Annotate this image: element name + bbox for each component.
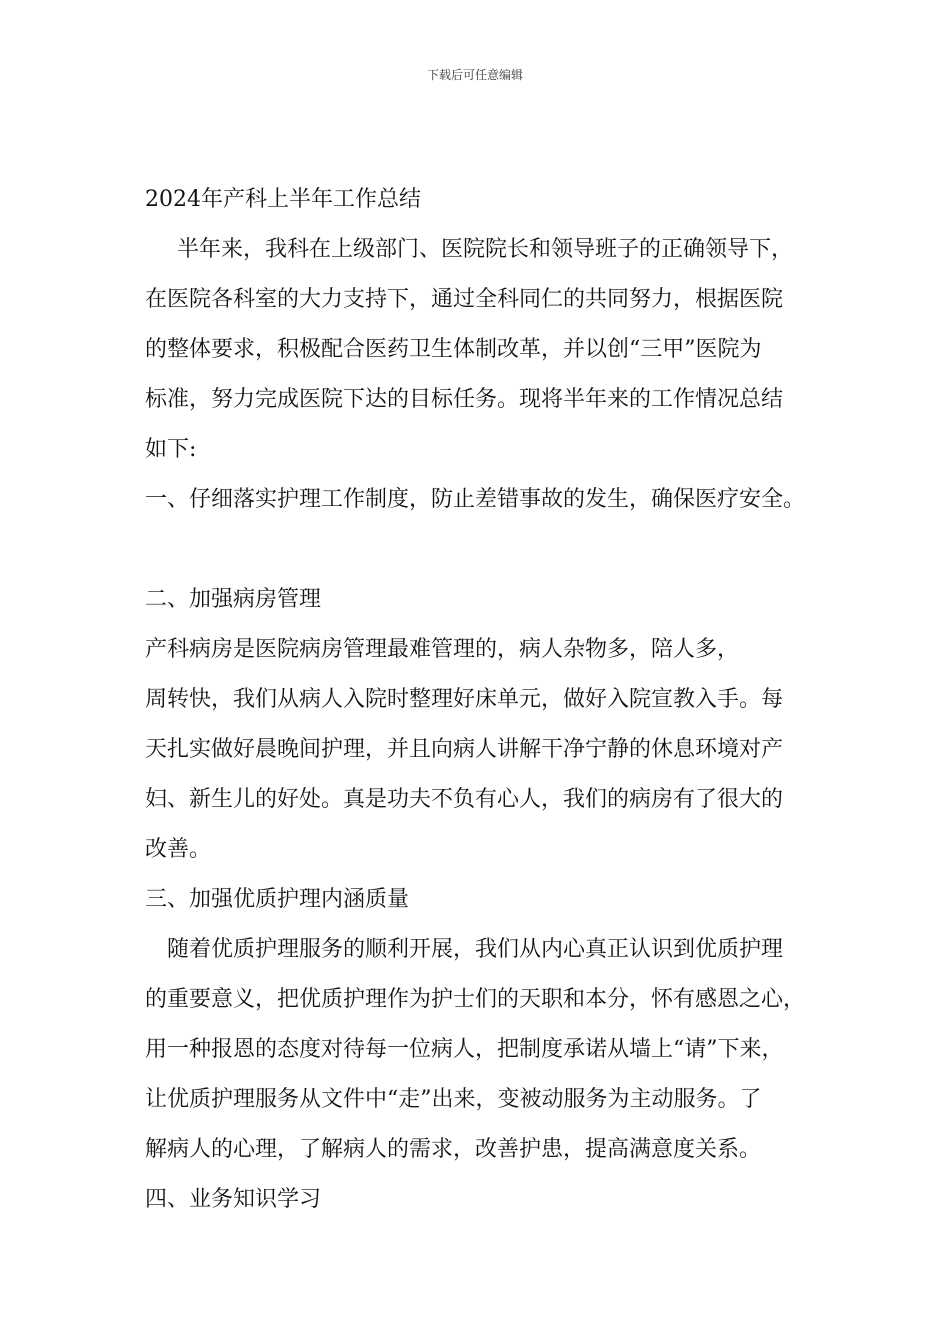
section-1-heading: 一、仔细落实护理工作制度，防止差错事故的发生，确保医疗安全。 <box>145 487 806 512</box>
page-header-note: 下载后可任意编辑 <box>426 68 523 82</box>
section-3-line-4: 让优质护理服务从文件中“走”出来，变被动服务为主动服务。了 <box>145 1087 762 1112</box>
intro-line-4: 标准，努力完成医院下达的目标任务。现将半年来的工作情况总结 <box>145 387 784 412</box>
blank-line <box>145 530 825 580</box>
section-2-line-2: 周转快，我们从病人入院时整理好床单元，做好入院宣教入手。每 <box>145 687 784 712</box>
intro-line-2: 在医院各科室的大力支持下，通过全科同仁的共同努力，根据医院 <box>145 287 784 312</box>
section-3-heading: 三、加强优质护理内涵质量 <box>145 887 410 912</box>
document-body <box>145 180 825 1230</box>
section-3-line-1: 随着优质护理服务的顺利开展，我们从内心真正认识到优质护理 <box>167 937 784 962</box>
document-title: 2024年产科上半年工作总结 <box>145 187 421 212</box>
intro-line-5: 如下: <box>145 437 197 462</box>
section-2-line-3: 天扎实做好晨晚间护理，并且向病人讲解干净宁静的休息环境对产 <box>145 737 784 762</box>
section-2-line-1: 产科病房是医院病房管理最难管理的，病人杂物多，陪人多， <box>145 637 740 662</box>
section-3-line-5: 解病人的心理，了解病人的需求，改善护患，提高满意度关系。 <box>145 1137 762 1162</box>
section-2-line-5: 改善。 <box>145 837 212 862</box>
intro-line-1: 半年来，我科在上级部门、医院院长和领导班子的正确领导下， <box>177 237 794 262</box>
section-3-line-3: 用一种报恩的态度对待每一位病人，把制度承诺从墙上“请”下来， <box>145 1037 784 1062</box>
section-2-heading: 二、加强病房管理 <box>145 587 322 612</box>
intro-line-3: 的整体要求，积极配合医药卫生体制改革，并以创“三甲”医院为 <box>145 337 762 362</box>
section-3-line-2: 的重要意义，把优质护理作为护士们的天职和本分，怀有感恩之心， <box>145 987 806 1012</box>
section-4-heading: 四、业务知识学习 <box>145 1187 322 1212</box>
section-2-line-4: 妇、新生儿的好处。真是功夫不负有心人，我们的病房有了很大的 <box>145 787 784 812</box>
